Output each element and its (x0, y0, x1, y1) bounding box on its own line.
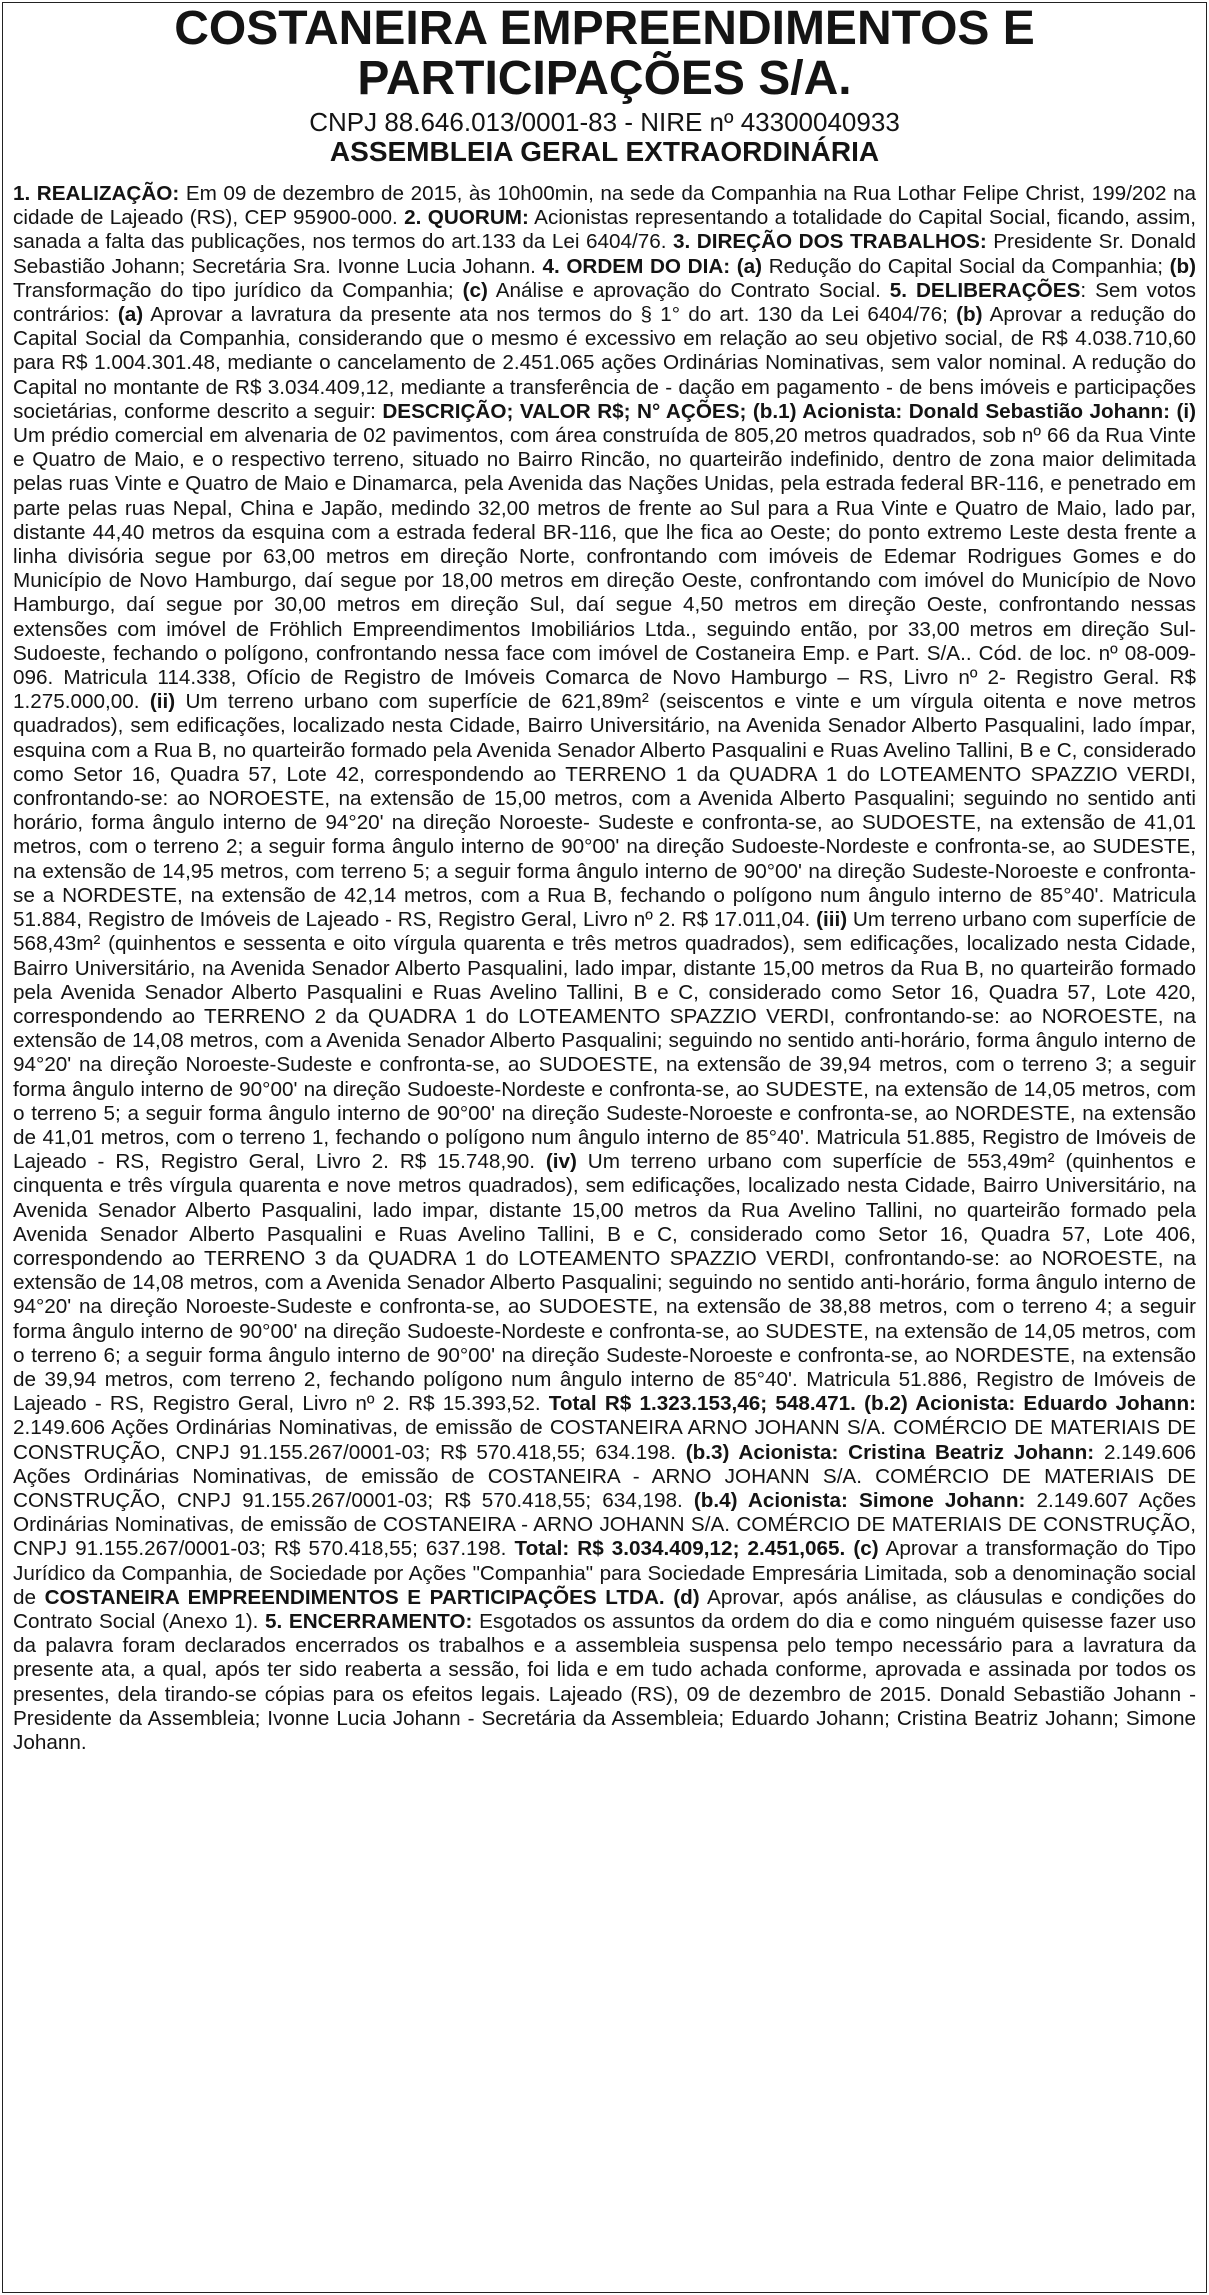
bold-text-run: DESCRIÇÃO; VALOR R$; N° AÇÕES; (b.1) Acionista: Donald Sebastião Johann: (i) (382, 399, 1196, 423)
text-run: Um terreno urbano com superfície de 621,89m² (seiscentos e vinte e um vírgula oitenta e nove metros quadrados), sem edificações, localizado nesta Cidade, Bairro Universitário, na Avenida Senador Alberto Pasqualini, lado ímpar, esquina com a Rua B, no quarteirão formado pela Avenida Senador Alberto Pasqualini e Ruas Avelino Tallini, B e C, considerado como Setor 16, Quadra 57, Lote 42, correspondendo ao TERRENO 1 da QUADRA 1 do LOTEAMENTO SPAZZIO VERDI, confrontando-se: ao NOROESTE, na extensão de 15,00 metros, com a Avenida Alberto Pasqualini; seguindo no sentido anti horário, forma ângulo interno de 94°20' na direção Noroeste- Sudeste e confronta-se, ao SUDOESTE, na extensão de 41,01 metros, com o terreno 2; a seguir forma ângulo interno de 90°00' na direção Sudoeste-Nordeste e confronta-se, ao SUDESTE, na extensão de 14,95 metros, com terreno 5; a seguir forma ângulo interno de 90°00' na direção Sudeste-Noroeste e confronta-se a NORDESTE, na extensão de 42,14 metros, com a Rua B, fechando o polígono num ângulo interno de 85°40'. Matricula 51.884, Registro de Imóveis de Lajeado - RS, Registro Geral, Livro nº 2. R$ 17.011,04. (13, 690, 1196, 932)
bold-text-run: 3. DIREÇÃO DOS TRABALHOS: (673, 230, 987, 254)
text-run: : Sem votos contrários: (13, 278, 1196, 327)
bold-text-run: (a) (117, 303, 144, 327)
bold-text-run: 5. ENCERRAMENTO: (265, 1609, 473, 1633)
text-run: Aprovar a lavratura da presente ata nos termos do § 1° do art. 130 da Lei 6404/76; (143, 303, 957, 327)
bold-text-run: (ii) (149, 690, 176, 714)
text-run: 2.149.606 Ações Ordinárias Nominativas, de emissão de COSTANEIRA ARNO JOHANN S/A. COMÉRCIO DE MATERIAIS DE CONSTRUÇÃO, CNPJ 91.155.267/0001-03; R$ 570.418,55; 634.198. (13, 1416, 1196, 1464)
assembly-heading: ASSEMBLEIA GERAL EXTRAORDINÁRIA (329, 136, 880, 167)
text-run: Análise e aprovação do Contrato Social. (487, 278, 890, 302)
bold-text-run: COSTANEIRA EMPREENDIMENTOS E PARTICIPAÇÕES LTDA. (d) (44, 1585, 700, 1609)
bold-text-run: (b) (1169, 254, 1197, 278)
text-run: Um terreno urbano com superfície de 553,49m² (quinhentos e cinquenta e três vírgula quarenta e nove metros quadrados), sem edificações, localizado nesta Cidade, Bairro Universitário, na Avenida Senador Alberto Pasqualini, lado impar, distante 15,00 metros da Rua Avelino Tallini, no quarteirão formado pela Avenida Senador Alberto Pasqualini e Ruas Avelino Tallini, B e C, considerado como Setor 16, Quadra 57, Lote 406, correspondendo ao TERRENO 3 da QUADRA 1 do LOTEAMENTO SPAZZIO VERDI, confrontando-se: ao NOROESTE, na extensão de 14,08 metros, com a Avenida Senador Alberto Pasqualini; seguindo no sentido anti-horário, forma ângulo interno de 94°20' na direção Noroeste-Sudeste e confronta-se, ao SUDOESTE, na extensão de 38,88 metros, com o terreno 4; a seguir forma ângulo interno de 90°00' na direção Sudoeste-Nordeste e confronta-se, ao SUDESTE, na extensão de 14,05 metros, com o terreno 6; a seguir forma ângulo interno de 90°00' na direção Sudeste-Noroeste e confronta-se, ao NORDESTE, na extensão de 39,94 metros, com terreno 2, fechando polígono num ângulo interno de 85°40'. Matricula 51.886, Registro de Imóveis de Lajeado - RS, Registro Geral, Livro nº 2. R$ 15.393,52. (13, 1150, 1196, 1416)
bold-text-run: 1. REALIZAÇÃO: (13, 182, 180, 205)
bold-text-run: 4. ORDEM DO DIA: (a) (542, 254, 763, 278)
company-title: COSTANEIRA EMPREENDIMENTOS E PARTICIPAÇÕES S/A. (174, 2, 1035, 105)
company-identifiers: CNPJ 88.646.013/0001-83 - NIRE nº 43300040933 (309, 107, 900, 137)
bold-text-run: (iii) (816, 908, 848, 932)
bold-text-run: (b.3) Acionista: Cristina Beatriz Johann: (685, 1440, 1095, 1464)
text-run: Aprovar, após análise, as cláusulas e condições do Contrato Social (Anexo 1). (13, 1585, 1196, 1633)
text-run: Um prédio comercial em alvenaria de 02 pavimentos, com área construída de 805,20 metros quadrados, sob nº 66 da Rua Vinte e Quatro de Maio, e o respectivo terreno, situado no Bairro Rincão, no quarteirão indefinido, dentro de zona maior delimitada pelas ruas Vinte e Quatro de Maio e Dinamarca, pela Avenida das Nações Unidas, pela estrada federal BR-116, e penetrado em parte pelas ruas Nepal, China e Japão, medindo 32,00 metros de frente ao Sul para a Rua Vinte e Quatro de Maio, lado par, distante 44,40 metros da esquina com a estrada federal BR-116, que lhe fica ao Oeste; do ponto extremo Leste desta frente a linha divisória segue por 63,00 metros em direção Norte, confrontando com imóveis de Edemar Rodrigues Gomes e do Município de Novo Hamburgo, daí segue por 18,00 metros em direção Oeste, confrontando com imóvel do Município de Novo Hamburgo, daí segue por 30,00 metros em direção Sul, daí segue 4,50 metros em direção Oeste, confrontando nessas extensões com imóvel de Fröhlich Empreendimentos Imobiliários Ltda., seguindo então, por 33,00 metros em direção Sul-Sudoeste, fechando o polígono, confrontando nessa face com imóvel de Costaneira Emp. e Part. S/A.. Cód. de loc. nº 08-009-096. Matricula 114.338, Ofício de Registro de Imóveis Comarca de Novo Hamburgo – RS, Livro nº 2- Registro Geral. R$ 1.275.000,00. (13, 424, 1196, 714)
text-run: Transformação do tipo jurídico da Companhia; (13, 278, 463, 302)
text-run: Um terreno urbano com superfície de 568,43m² (quinhentos e sessenta e oito vírgula quarenta e três metros quadrados), sem edificações, localizado nesta Cidade, Bairro Universitário, na Avenida Senador Alberto Pasqualini, lado impar, distante 15,00 metros da Rua B, no quarteirão formado pela Avenida Senador Alberto Pasqualini e Ruas Avelino Tallini, B e C, considerado como Setor 16, Quadra 57, Lote 420, correspondendo ao TERRENO 2 da QUADRA 1 do LOTEAMENTO SPAZZIO VERDI, confrontando-se: ao NOROESTE, na extensão de 14,08 metros, com a Avenida Senador Alberto Pasqualini; seguindo no sentido anti-horário, forma ângulo interno de 94°20' na direção Noroeste-Sudeste e confronta-se, ao SUDOESTE, na extensão de 39,94 metros, com o terreno 3; a seguir forma ângulo interno de 90°00' na direção Sudoeste-Nordeste e confronta-se, ao SUDESTE, na extensão de 14,05 metros, com o terreno 5; a seguir forma ângulo interno de 90°00' na direção Sudeste-Noroeste e confronta-se, ao NORDESTE, na extensão de 41,01 metros, com o terreno 1, fechando o polígono num ângulo interno de 85°40'. Matricula 51.885, Registro de Imóveis de Lajeado - RS, Registro Geral, Livro 2. R$ 15.748,90. (13, 908, 1197, 1174)
bold-text-run: (b) (956, 303, 983, 327)
text-run: Presidente Sr. Donald Sebastião Johann; Secretária Sra. Ivonne Lucia Johann. (13, 230, 1197, 278)
bold-text-run: (c) (462, 278, 488, 302)
bold-text-run: 2. QUORUM: (404, 206, 529, 230)
text-run: Em 09 de dezembro de 2015, às 10h00min, na sede da Companhia na Rua Lothar Felipe Christ, 199/202 na cidade de Lajeado (RS), CEP 95900-000. (13, 182, 1197, 230)
text-run: 2.149.607 Ações Ordinárias Nominativas, de emissão de COSTANEIRA - ARNO JOHANN S/A. COMÉRCIO DE MATERIAIS DE CONSTRUÇÃO, CNPJ 91.155.267/0001-03; R$ 570.418,55; 637.198. (13, 1488, 1197, 1561)
text-run: Esgotados os assuntos da ordem do dia e como ninguém quisesse fazer uso da palavra foram declarados encerrados os trabalhos e a assembleia suspensa pelo tempo necessário para a lavratura da presente ata, a qual, após ter sido reaberta a sessão, foi lida e em tudo achada conforme, aprovada e assinada por todos os presentes, dela tirando-se cópias para os efeitos legais. Lajeado (RS), 09 de dezembro de 2015. Donald Sebastião Johann - Presidente da Assembleia; Ivonne Lucia Johann - Secretária da Assembleia; Eduardo Johann; Cristina Beatriz Johann; Simone Johann. (13, 1609, 1197, 1754)
text-run: Aprovar a redução do Capital Social da Companhia, considerando que o mesmo é excessivo em relação ao seu objetivo social, de R$ 4.038.710,60 para R$ 1.004.301.48, mediante o cancelamento de 2.451.065 ações Ordinárias Nominativas, sem valor nominal. A redução do Capital no montante de R$ 3.034.409,12, mediante a transferência de - dação em pagamento - de bens imóveis e participações societárias, conforme descrito a seguir: (13, 303, 1197, 423)
minutes-body (13, 182, 1196, 1755)
text-run: Redução do Capital Social da Companhia; (762, 254, 1170, 278)
bold-text-run: (iv) (545, 1150, 577, 1174)
text-run: Aprovar a transformação do Tipo Jurídico da Companhia, de Sociedade por Ações "Companhia" para Sociedade Empresária Limitada, sob a denominação social de (13, 1537, 1196, 1609)
text-run: Acionistas representando a totalidade do Capital Social, ficando, assim, sanada a falta das publicações, nos termos do art.133 da Lei 6404/76. (13, 206, 1196, 254)
bold-text-run: Total: R$ 3.034.409,12; 2.451,065. (c) (514, 1537, 879, 1561)
bold-text-run: (b.4) Acionista: Simone Johann: (693, 1488, 1026, 1512)
text-run: 2.149.606 Ações Ordinárias Nominativas, de emissão de COSTANEIRA - ARNO JOHANN S/A. COMÉRCIO DE MATERIAIS DE CONSTRUÇÃO, CNPJ 91.155.267/0001-03; R$ 570.418,55; 634,198. (13, 1440, 1196, 1512)
bold-text-run: 5. DELIBERAÇÕES (889, 278, 1081, 302)
notice-header (0, 4, 1209, 167)
minutes-text (13, 182, 1196, 1755)
bold-text-run: Total R$ 1.323.153,46; 548.471. (b.2) Acionista: Eduardo Johann: (548, 1392, 1196, 1416)
